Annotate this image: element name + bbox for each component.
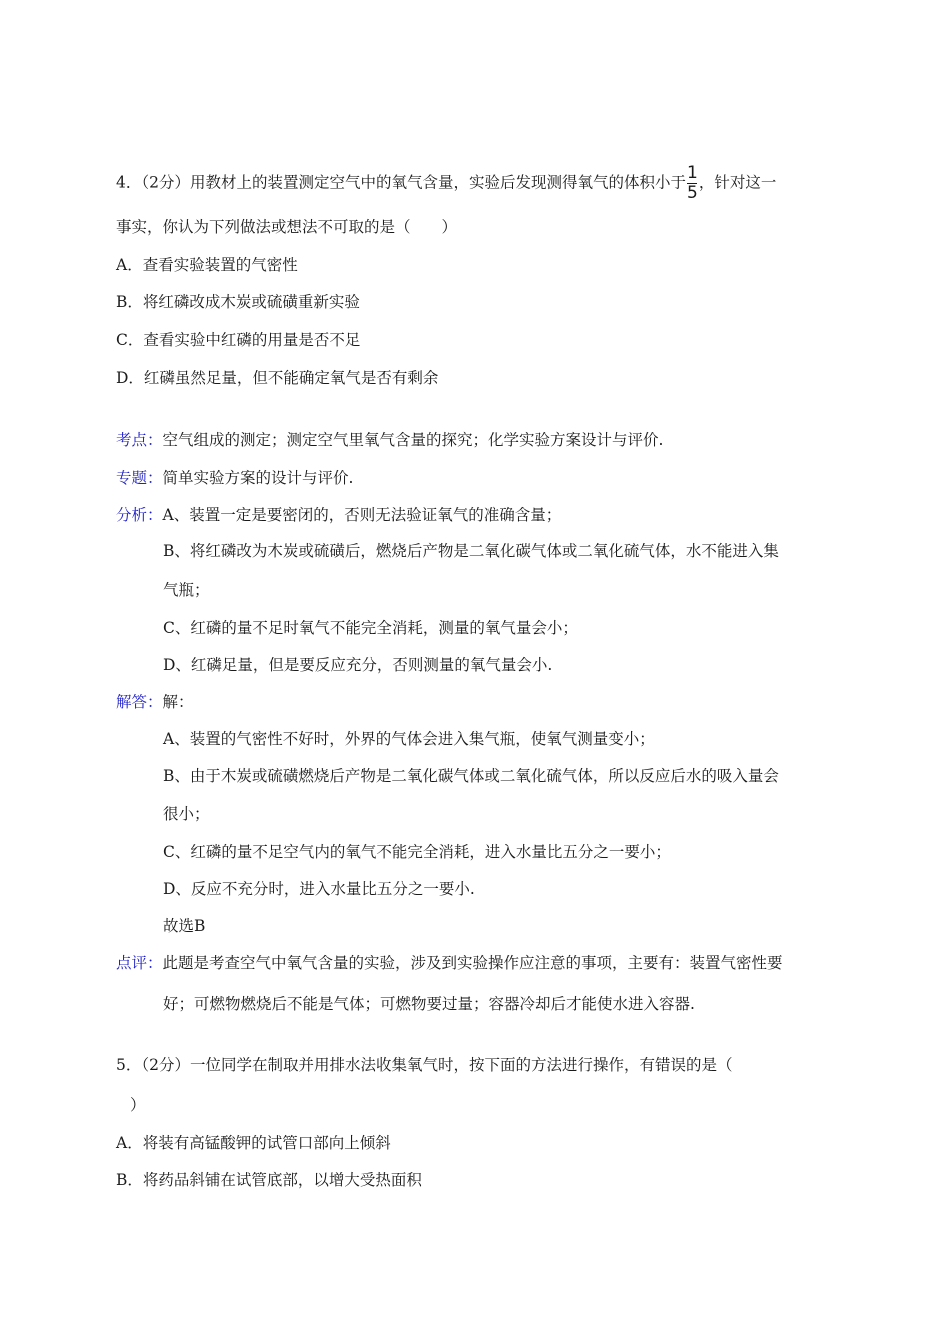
q4-stem-line2: 事实，你认为下列做法或想法不可取的是（ ）	[116, 218, 458, 236]
jieda-line-6: 故选B	[163, 917, 206, 935]
q4-kaodian	[116, 430, 663, 450]
fenxi-line-4: C、红磷的量不足时氧气不能完全消耗，测量的氧气量会小；	[163, 619, 578, 637]
zhuanti-text: 简单实验方案的设计与评价.	[162, 469, 354, 487]
dianping-line-2: 好；可燃物燃烧后不能是气体；可燃物要过量；容器冷却后才能使水进入容器.	[163, 995, 695, 1013]
q4-stem-line1	[116, 164, 776, 203]
fenxi-line-1: A、装置一定是要密闭的，否则无法验证氧气的准确含量；	[162, 506, 562, 524]
dianping-label: 点评：	[116, 954, 163, 972]
q4-fraction-numerator: 1	[687, 163, 698, 183]
q4-fraction-denominator: 5	[687, 183, 698, 203]
jieda-first: 解：	[162, 693, 194, 711]
q4-jieda	[116, 692, 194, 712]
q4-score: （2分）	[141, 173, 190, 192]
q4-option-c: C．查看实验中红磷的用量是否不足	[116, 331, 361, 349]
q5-stem-line1: 5．（2分）一位同学在制取并用排水法收集氧气时，按下面的方法进行操作，有错误的是（	[116, 1056, 733, 1074]
kaodian-text: 空气组成的测定；测定空气里氧气含量的探究；化学实验方案设计与评价.	[162, 431, 664, 449]
dianping-line-1: 此题是考查空气中氧气含量的实验，涉及到实验操作应注意的事项，主要有：装置气密性要	[162, 954, 783, 972]
q4-option-b: B．将红磷改成木炭或硫磺重新实验	[116, 293, 360, 311]
fenxi-label: 分析：	[116, 506, 163, 524]
jieda-line-2: B、由于木炭或硫磺燃烧后产物是二氧化碳气体或二氧化硫气体，所以反应后水的吸入量会	[163, 767, 779, 785]
q5-option-a: A．将装有高锰酸钾的试管口部向上倾斜	[116, 1134, 391, 1152]
kaodian-label: 考点：	[116, 431, 163, 449]
fenxi-line-2: B、将红磷改为木炭或硫磺后，燃烧后产物是二氧化碳气体或二氧化硫气体，水不能进入集	[163, 542, 779, 560]
fenxi-line-5: D、红磷足量，但是要反应充分，否则测量的氧气量会小.	[163, 656, 553, 674]
q4-zhuanti	[116, 468, 353, 488]
q4-number: 4．	[116, 173, 142, 192]
jieda-label: 解答：	[116, 693, 163, 711]
q5-stem-line2: ）	[130, 1096, 146, 1114]
jieda-line-5: D、反应不充分时，进入水量比五分之一要小.	[163, 880, 475, 898]
q4-dianping	[116, 953, 783, 973]
jieda-line-4: C、红磷的量不足空气内的氧气不能完全消耗，进入水量比五分之一要小；	[163, 843, 671, 861]
fenxi-line-3: 气瓶；	[163, 581, 210, 599]
q4-fraction	[687, 164, 698, 203]
zhuanti-label: 专题：	[116, 469, 163, 487]
q4-stem-after: ，针对这一	[698, 173, 777, 192]
jieda-line-1: A、装置的气密性不好时，外界的气体会进入集气瓶，使氧气测量变小；	[163, 730, 655, 748]
q5-option-b: B．将药品斜铺在试管底部，以增大受热面积	[116, 1171, 422, 1189]
jieda-line-3: 很小；	[163, 805, 210, 823]
q4-stem-before: 用教材上的装置测定空气中的氧气含量，实验后发现测得氧气的体积小于	[190, 173, 687, 192]
q4-fenxi	[116, 505, 561, 525]
q4-option-a: A．查看实验装置的气密性	[116, 256, 298, 274]
q4-option-d: D．红磷虽然足量，但不能确定氧气是否有剩余	[116, 369, 439, 387]
